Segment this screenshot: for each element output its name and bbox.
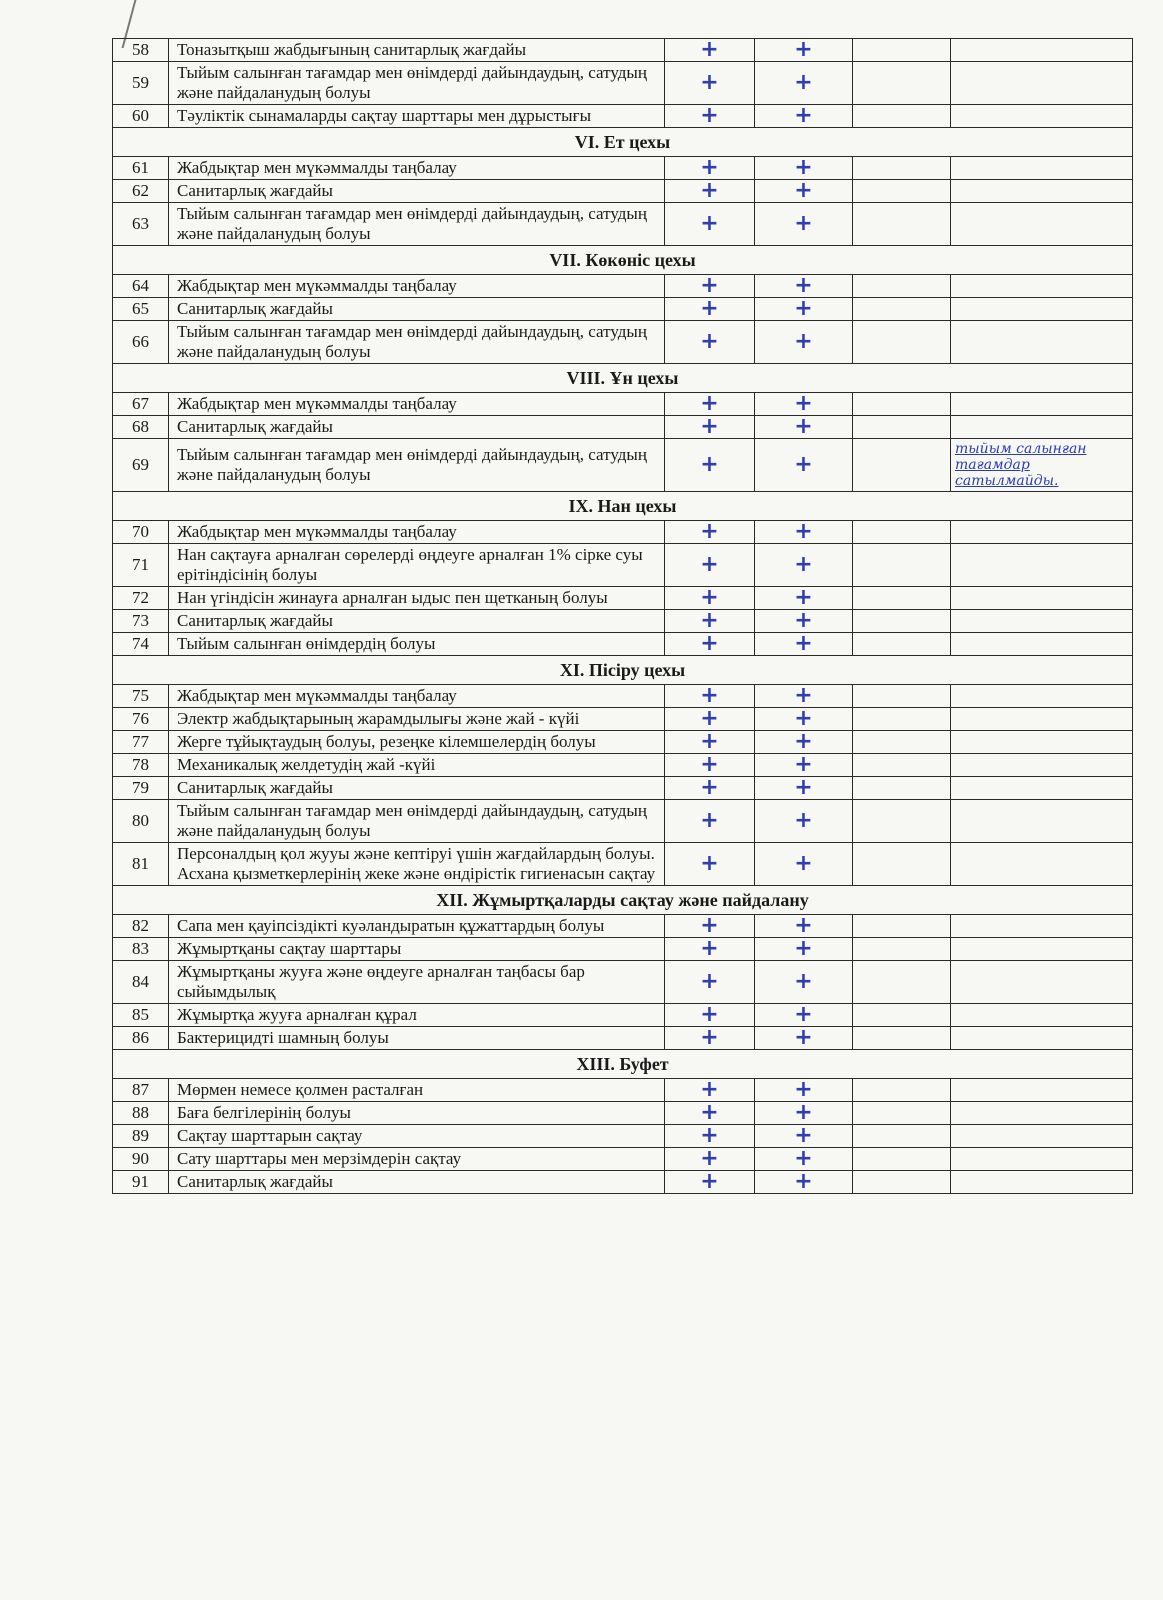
row-number: 72: [113, 587, 169, 610]
checklist-body: [113, 39, 1133, 1194]
mark-column-2: +: [755, 777, 853, 800]
row-number: 70: [113, 521, 169, 544]
section-header-row: [113, 246, 1133, 275]
table-row: [113, 1148, 1133, 1171]
mark-column-1: +: [665, 521, 755, 544]
row-number: 91: [113, 1171, 169, 1194]
row-number: 89: [113, 1125, 169, 1148]
mark-column-1: +: [665, 62, 755, 105]
mark-column-2: +: [755, 321, 853, 364]
empty-column-3: [853, 544, 951, 587]
mark-column-2: +: [755, 1079, 853, 1102]
criterion-text: Тыйым салынған тағамдар мен өнімдерді дайындаудың, сатудың және пайдаланудың болуы: [169, 62, 665, 105]
empty-column-3: [853, 157, 951, 180]
mark-column-2: +: [755, 587, 853, 610]
table-row: [113, 275, 1133, 298]
mark-column-2: +: [755, 544, 853, 587]
table-row: [113, 587, 1133, 610]
criterion-text: Жұмыртқа жууға арналған құрал: [169, 1004, 665, 1027]
empty-column-3: [853, 777, 951, 800]
row-number: 78: [113, 754, 169, 777]
mark-column-1: +: [665, 1004, 755, 1027]
section-header-row: [113, 364, 1133, 393]
row-number: 59: [113, 62, 169, 105]
checklist-sheet: [112, 38, 1132, 1194]
row-number: 61: [113, 157, 169, 180]
empty-column-3: [853, 521, 951, 544]
remark-cell: [951, 843, 1133, 886]
criterion-text: Бактерицидті шамның болуы: [169, 1027, 665, 1050]
empty-column-3: [853, 1027, 951, 1050]
table-row: [113, 685, 1133, 708]
remark-cell: [951, 203, 1133, 246]
empty-column-3: [853, 180, 951, 203]
table-row: [113, 633, 1133, 656]
mark-column-2: +: [755, 1148, 853, 1171]
checklist-table: [112, 38, 1133, 1194]
empty-column-3: [853, 1079, 951, 1102]
mark-column-2: +: [755, 1102, 853, 1125]
empty-column-3: [853, 275, 951, 298]
table-row: [113, 800, 1133, 843]
table-row: [113, 731, 1133, 754]
remark-cell: [951, 157, 1133, 180]
table-row: [113, 521, 1133, 544]
mark-column-1: +: [665, 416, 755, 439]
criterion-text: Сапа мен қауіпсіздікті куәландыратын құжаттардың болуы: [169, 915, 665, 938]
mark-column-1: +: [665, 157, 755, 180]
table-row: [113, 961, 1133, 1004]
remark-cell: [951, 416, 1133, 439]
mark-column-1: +: [665, 777, 755, 800]
remark-cell: [951, 938, 1133, 961]
remark-cell: [951, 754, 1133, 777]
remark-cell: [951, 587, 1133, 610]
table-row: [113, 938, 1133, 961]
criterion-text: Сату шарттары мен мерзімдерін сақтау: [169, 1148, 665, 1171]
empty-column-3: [853, 1004, 951, 1027]
table-row: [113, 544, 1133, 587]
mark-column-2: +: [755, 708, 853, 731]
section-title: VI. Ет цехы: [113, 128, 1133, 157]
empty-column-3: [853, 587, 951, 610]
table-row: [113, 610, 1133, 633]
remark-cell: [951, 731, 1133, 754]
row-number: 81: [113, 843, 169, 886]
row-number: 90: [113, 1148, 169, 1171]
section-title: XII. Жұмыртқаларды сақтау және пайдалану: [113, 886, 1133, 915]
remark-cell: [951, 1079, 1133, 1102]
mark-column-2: +: [755, 938, 853, 961]
remark-cell: [951, 610, 1133, 633]
table-row: [113, 1027, 1133, 1050]
empty-column-3: [853, 1125, 951, 1148]
mark-column-2: +: [755, 275, 853, 298]
table-row: [113, 1004, 1133, 1027]
section-title: VII. Көкөніс цехы: [113, 246, 1133, 275]
mark-column-1: +: [665, 610, 755, 633]
mark-column-1: +: [665, 731, 755, 754]
row-number: 82: [113, 915, 169, 938]
criterion-text: Электр жабдықтарының жарамдылығы және жай - күйі: [169, 708, 665, 731]
criterion-text: Жерге тұйықтаудың болуы, резеңке кілемшелердің болуы: [169, 731, 665, 754]
mark-column-2: +: [755, 416, 853, 439]
remark-cell: [951, 393, 1133, 416]
row-number: 87: [113, 1079, 169, 1102]
row-number: 68: [113, 416, 169, 439]
empty-column-3: [853, 1148, 951, 1171]
criterion-text: Баға белгілерінің болуы: [169, 1102, 665, 1125]
table-row: [113, 708, 1133, 731]
mark-column-2: +: [755, 915, 853, 938]
criterion-text: Тоназытқыш жабдығының санитарлық жағдайы: [169, 39, 665, 62]
remark-cell: [951, 39, 1133, 62]
empty-column-3: [853, 321, 951, 364]
remark-cell: тыйым салынған тағамдар сатылмайды.: [951, 439, 1133, 492]
table-row: [113, 754, 1133, 777]
criterion-text: Санитарлық жағдайы: [169, 610, 665, 633]
mark-column-1: +: [665, 105, 755, 128]
table-row: [113, 1079, 1133, 1102]
mark-column-1: +: [665, 708, 755, 731]
mark-column-2: +: [755, 685, 853, 708]
empty-column-3: [853, 843, 951, 886]
remark-cell: [951, 915, 1133, 938]
row-number: 73: [113, 610, 169, 633]
criterion-text: Жабдықтар мен мүкәммалды таңбалау: [169, 521, 665, 544]
criterion-text: Тыйым салынған тағамдар мен өнімдерді дайындаудың, сатудың және пайдаланудың болуы: [169, 800, 665, 843]
row-number: 58: [113, 39, 169, 62]
table-row: [113, 416, 1133, 439]
empty-column-3: [853, 731, 951, 754]
row-number: 75: [113, 685, 169, 708]
criterion-text: Санитарлық жағдайы: [169, 777, 665, 800]
mark-column-2: +: [755, 203, 853, 246]
table-row: [113, 1102, 1133, 1125]
row-number: 64: [113, 275, 169, 298]
criterion-text: Персоналдың қол жууы және кептіруі үшін жағдайлардың болуы. Асхана қызметкерлерінің жеке және өндірістік гигиенасын сақтау: [169, 843, 665, 886]
criterion-text: Санитарлық жағдайы: [169, 416, 665, 439]
criterion-text: Сақтау шарттарын сақтау: [169, 1125, 665, 1148]
empty-column-3: [853, 39, 951, 62]
remark-cell: [951, 1148, 1133, 1171]
criterion-text: Жұмыртқаны сақтау шарттары: [169, 938, 665, 961]
row-number: 83: [113, 938, 169, 961]
mark-column-1: +: [665, 180, 755, 203]
empty-column-3: [853, 1102, 951, 1125]
mark-column-2: +: [755, 961, 853, 1004]
mark-column-2: +: [755, 393, 853, 416]
row-number: 69: [113, 439, 169, 492]
empty-column-3: [853, 298, 951, 321]
criterion-text: Нан сақтауға арналған сөрелерді өңдеуге арналған 1% сірке суы ерітіндісінің болуы: [169, 544, 665, 587]
mark-column-1: +: [665, 1102, 755, 1125]
section-title: XI. Пісіру цехы: [113, 656, 1133, 685]
criterion-text: Тыйым салынған тағамдар мен өнімдерді дайындаудың, сатудың және пайдаланудың болуы: [169, 321, 665, 364]
mark-column-2: +: [755, 439, 853, 492]
section-header-row: [113, 886, 1133, 915]
remark-cell: [951, 180, 1133, 203]
criterion-text: Санитарлық жағдайы: [169, 180, 665, 203]
section-header-row: [113, 492, 1133, 521]
table-row: [113, 203, 1133, 246]
empty-column-3: [853, 800, 951, 843]
mark-column-2: +: [755, 39, 853, 62]
mark-column-2: +: [755, 731, 853, 754]
mark-column-1: +: [665, 544, 755, 587]
empty-column-3: [853, 610, 951, 633]
criterion-text: Тыйым салынған өнімдердің болуы: [169, 633, 665, 656]
row-number: 76: [113, 708, 169, 731]
mark-column-2: +: [755, 633, 853, 656]
empty-column-3: [853, 105, 951, 128]
row-number: 65: [113, 298, 169, 321]
mark-column-1: +: [665, 938, 755, 961]
table-row: [113, 915, 1133, 938]
criterion-text: Нан үгіндісін жинауға арналған ыдыс пен щетканың болуы: [169, 587, 665, 610]
remark-cell: [951, 1027, 1133, 1050]
empty-column-3: [853, 938, 951, 961]
remark-cell: [951, 777, 1133, 800]
criterion-text: Жабдықтар мен мүкәммалды таңбалау: [169, 685, 665, 708]
empty-column-3: [853, 62, 951, 105]
row-number: 71: [113, 544, 169, 587]
row-number: 74: [113, 633, 169, 656]
table-row: [113, 843, 1133, 886]
row-number: 88: [113, 1102, 169, 1125]
criterion-text: Жұмыртқаны жууға және өңдеуге арналған таңбасы бар сыйымдылық: [169, 961, 665, 1004]
mark-column-1: +: [665, 393, 755, 416]
remark-cell: [951, 1171, 1133, 1194]
mark-column-1: +: [665, 1125, 755, 1148]
mark-column-2: +: [755, 754, 853, 777]
criterion-text: Жабдықтар мен мүкәммалды таңбалау: [169, 393, 665, 416]
remark-cell: [951, 800, 1133, 843]
remark-cell: [951, 298, 1133, 321]
section-header-row: [113, 1050, 1133, 1079]
mark-column-1: +: [665, 587, 755, 610]
remark-cell: [951, 62, 1133, 105]
criterion-text: Санитарлық жағдайы: [169, 1171, 665, 1194]
empty-column-3: [853, 1171, 951, 1194]
empty-column-3: [853, 685, 951, 708]
criterion-text: Санитарлық жағдайы: [169, 298, 665, 321]
row-number: 80: [113, 800, 169, 843]
row-number: 84: [113, 961, 169, 1004]
mark-column-1: +: [665, 633, 755, 656]
table-row: [113, 157, 1133, 180]
remark-cell: [951, 1004, 1133, 1027]
table-row: [113, 1125, 1133, 1148]
remark-cell: [951, 321, 1133, 364]
section-title: VIII. Ұн цехы: [113, 364, 1133, 393]
table-row: [113, 1171, 1133, 1194]
row-number: 66: [113, 321, 169, 364]
empty-column-3: [853, 915, 951, 938]
remark-cell: [951, 275, 1133, 298]
section-header-row: [113, 656, 1133, 685]
mark-column-2: +: [755, 1004, 853, 1027]
row-number: 77: [113, 731, 169, 754]
remark-cell: [951, 1125, 1133, 1148]
row-number: 79: [113, 777, 169, 800]
mark-column-2: +: [755, 1125, 853, 1148]
empty-column-3: [853, 393, 951, 416]
remark-cell: [951, 1102, 1133, 1125]
mark-column-2: +: [755, 105, 853, 128]
remark-cell: [951, 961, 1133, 1004]
empty-column-3: [853, 416, 951, 439]
remark-cell: [951, 633, 1133, 656]
mark-column-1: +: [665, 39, 755, 62]
table-row: [113, 62, 1133, 105]
empty-column-3: [853, 439, 951, 492]
mark-column-1: +: [665, 754, 755, 777]
mark-column-2: +: [755, 800, 853, 843]
mark-column-1: +: [665, 321, 755, 364]
row-number: 86: [113, 1027, 169, 1050]
remark-cell: [951, 708, 1133, 731]
criterion-text: Мөрмен немесе қолмен расталған: [169, 1079, 665, 1102]
criterion-text: Механикалық желдетудің жай -күйі: [169, 754, 665, 777]
mark-column-2: +: [755, 62, 853, 105]
section-title: XIII. Буфет: [113, 1050, 1133, 1079]
table-row: [113, 105, 1133, 128]
mark-column-2: +: [755, 521, 853, 544]
mark-column-1: +: [665, 1171, 755, 1194]
empty-column-3: [853, 708, 951, 731]
mark-column-1: +: [665, 1027, 755, 1050]
mark-column-2: +: [755, 1171, 853, 1194]
mark-column-1: +: [665, 961, 755, 1004]
criterion-text: Жабдықтар мен мүкәммалды таңбалау: [169, 157, 665, 180]
mark-column-1: +: [665, 439, 755, 492]
remark-cell: [951, 521, 1133, 544]
table-row: [113, 321, 1133, 364]
table-row: [113, 439, 1133, 492]
criterion-text: Жабдықтар мен мүкәммалды таңбалау: [169, 275, 665, 298]
mark-column-1: +: [665, 298, 755, 321]
empty-column-3: [853, 754, 951, 777]
mark-column-1: +: [665, 915, 755, 938]
mark-column-2: +: [755, 298, 853, 321]
row-number: 60: [113, 105, 169, 128]
mark-column-1: +: [665, 800, 755, 843]
mark-column-1: +: [665, 1079, 755, 1102]
mark-column-2: +: [755, 157, 853, 180]
mark-column-1: +: [665, 203, 755, 246]
criterion-text: Тәуліктік сынамаларды сақтау шарттары мен дұрыстығы: [169, 105, 665, 128]
row-number: 62: [113, 180, 169, 203]
table-row: [113, 39, 1133, 62]
table-row: [113, 180, 1133, 203]
empty-column-3: [853, 203, 951, 246]
mark-column-1: +: [665, 685, 755, 708]
table-row: [113, 298, 1133, 321]
mark-column-1: +: [665, 843, 755, 886]
row-number: 63: [113, 203, 169, 246]
remark-cell: [951, 105, 1133, 128]
mark-column-2: +: [755, 610, 853, 633]
mark-column-2: +: [755, 843, 853, 886]
mark-column-2: +: [755, 1027, 853, 1050]
criterion-text: Тыйым салынған тағамдар мен өнімдерді дайындаудың, сатудың және пайдаланудың болуы: [169, 439, 665, 492]
table-row: [113, 777, 1133, 800]
criterion-text: Тыйым салынған тағамдар мен өнімдерді дайындаудың, сатудың және пайдаланудың болуы: [169, 203, 665, 246]
section-header-row: [113, 128, 1133, 157]
mark-column-2: +: [755, 180, 853, 203]
mark-column-1: +: [665, 1148, 755, 1171]
remark-cell: [951, 544, 1133, 587]
row-number: 67: [113, 393, 169, 416]
row-number: 85: [113, 1004, 169, 1027]
remark-cell: [951, 685, 1133, 708]
table-row: [113, 393, 1133, 416]
section-title: IX. Нан цехы: [113, 492, 1133, 521]
empty-column-3: [853, 961, 951, 1004]
empty-column-3: [853, 633, 951, 656]
mark-column-1: +: [665, 275, 755, 298]
